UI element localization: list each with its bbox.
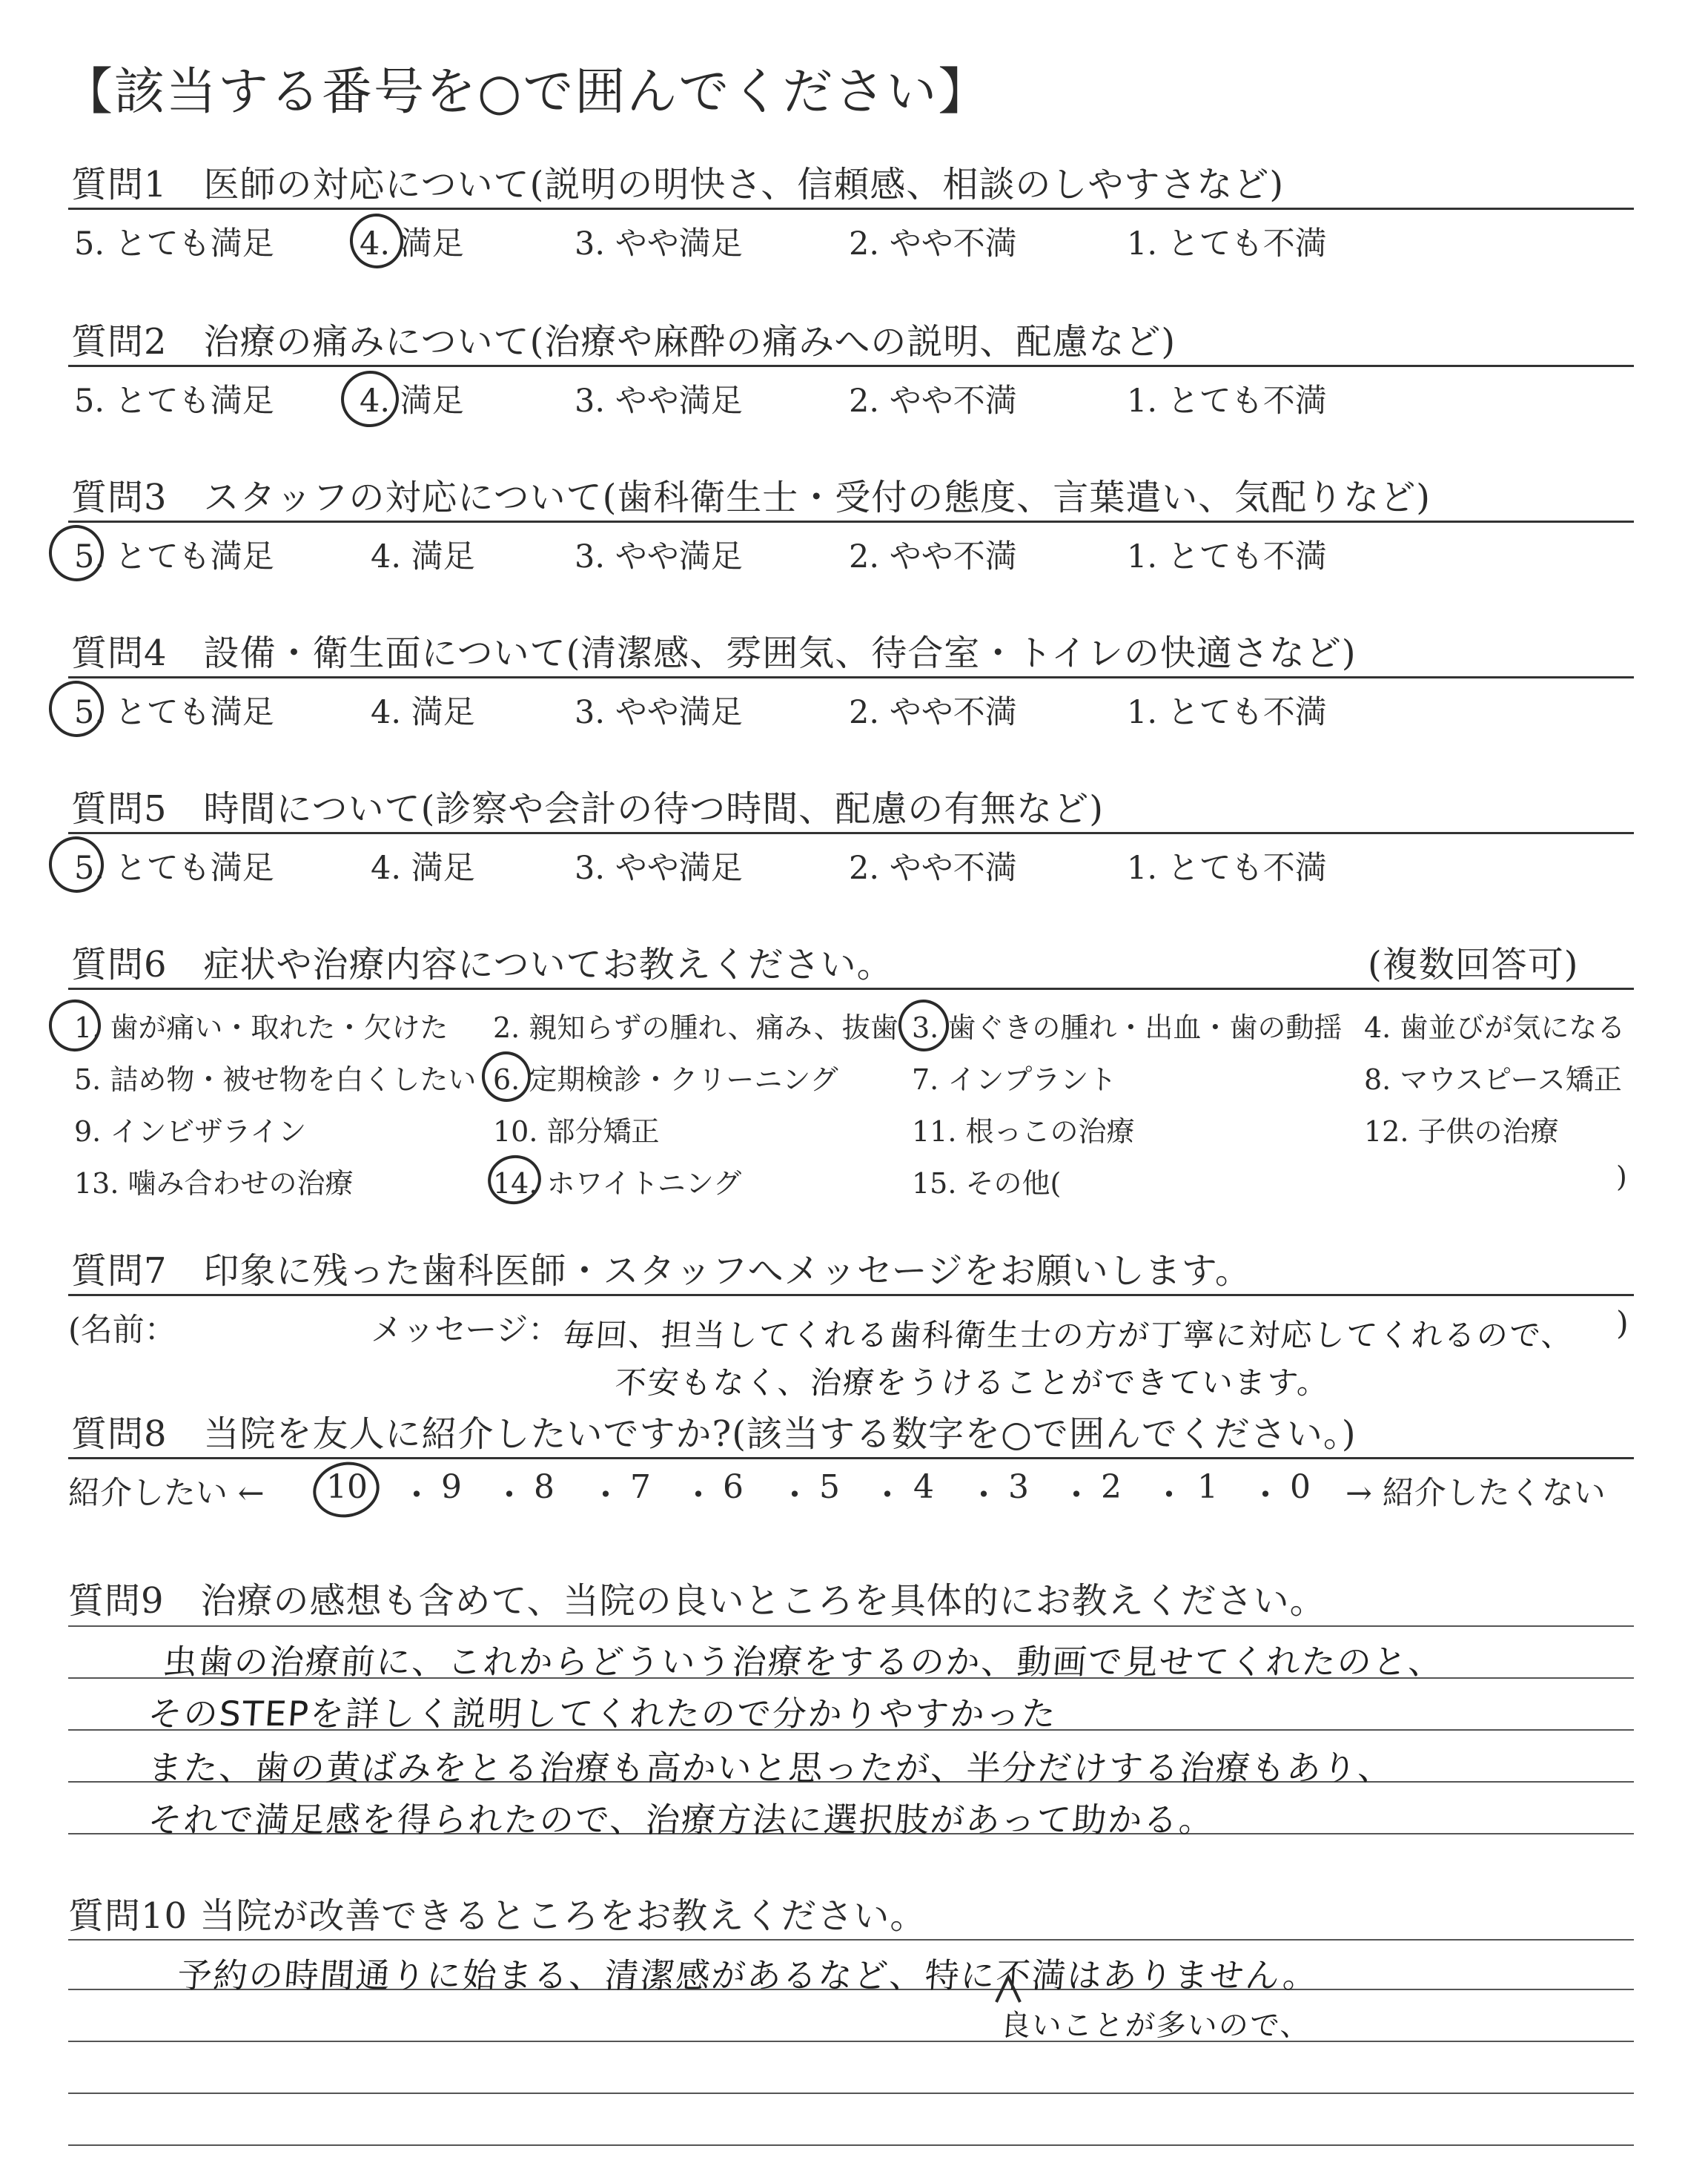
q6-opt-6[interactable]: 6. 定期検診・クリーニング [493,1063,838,1096]
q8-title: 質問8 当院を友人に紹介したいですか?(該当する数字を○で囲んでください。) [71,1413,1357,1455]
q6-opt-10[interactable]: 10. 部分矯正 [493,1115,660,1148]
q5-opt3[interactable]: 3. やや満足 [575,850,743,887]
q5-opt1[interactable]: 1. とても不満 [1127,850,1327,887]
q1-opt3[interactable]: 3. やや満足 [575,225,743,262]
q8-num-4[interactable]: 4 [913,1468,934,1506]
q6-opt-3[interactable]: 3. 歯ぐきの腫れ・出血・歯の動揺 [912,1011,1343,1044]
q8-dot: ・ [1060,1476,1093,1514]
q8-dot: ・ [682,1476,715,1514]
q8-dot: ・ [1153,1476,1185,1514]
q1-rule [68,208,1634,210]
q10-answer-insert[interactable]: 良いことが多いので、 [999,2009,1313,2043]
q9-answer-line-3[interactable]: また、歯の黄ばみをとる治療も高かいと思ったが、半分だけする治療もあり、 [146,1748,1395,1788]
q4-opt1[interactable]: 1. とても不満 [1127,694,1327,731]
q8-dot: ・ [871,1476,904,1514]
q8-left-label: 紹介したい ← [68,1475,265,1512]
q8-num-9[interactable]: 9 [441,1468,462,1506]
q6-opt-11[interactable]: 11. 根っこの治療 [912,1115,1135,1148]
q3-opt1[interactable]: 1. とても不満 [1127,538,1327,575]
form-header: 【該当する番号を○で囲んでください】 [62,63,990,122]
q9-writing-line [68,1625,1634,1627]
caret-insert-mark-icon [993,1972,1023,2006]
q8-num-0[interactable]: 0 [1290,1468,1311,1506]
q6-opt-15[interactable]: 15. その他( [912,1167,1062,1200]
q1-title: 質問1 医師の対応について(説明の明快さ、信頼感、相談のしやすさなど) [71,164,1285,205]
q3-opt3[interactable]: 3. やや満足 [575,538,743,575]
q3-opt2[interactable]: 2. やや不満 [849,538,1017,575]
q6-opt-2[interactable]: 2. 親知らずの腫れ、痛み、抜歯 [493,1011,898,1044]
q8-num-2[interactable]: 2 [1101,1468,1122,1506]
q7-message-line-1[interactable]: 毎回、担当してくれる歯科衛生士の方が丁寧に対応してくれるので、 [562,1317,1575,1353]
q8-num-7[interactable]: 7 [630,1468,651,1506]
q10-writing-line [68,2144,1634,2146]
q9-title: 質問9 治療の感想も含めて、当院の良いところを具体的にお教えください。 [68,1580,1326,1622]
q6-selection-circle-1 [44,994,105,1056]
q5-opt4[interactable]: 4. 満足 [371,850,475,887]
q2-opt1[interactable]: 1. とても不満 [1127,383,1327,420]
q8-dot: ・ [1249,1476,1282,1514]
q6-title: 質問6 症状や治療内容についてお教えください。 [71,944,893,985]
q6-opt-4[interactable]: 4. 歯並びが気になる [1364,1011,1626,1044]
q3-rule [68,521,1634,523]
q7-name-label: (名前： [68,1312,176,1349]
q7-message-label: メッセージ： [371,1312,560,1349]
q8-dot: ・ [967,1476,1000,1514]
q1-opt4[interactable]: 4. 満足 [360,225,464,262]
q5-title: 質問5 時間について(診察や会計の待つ時間、配慮の有無など) [71,788,1105,830]
q6-opt-8[interactable]: 8. マウスピース矯正 [1364,1063,1622,1096]
q10-title: 質問10 当院が改善できるところをお教えください。 [68,1895,927,1937]
q10-answer-line-1[interactable]: 予約の時間通りに始まる、清潔感があるなど、特に不満はありません。 [176,1955,1320,1995]
q1-opt2[interactable]: 2. やや不満 [849,225,1017,262]
q6-opt-15-close: ) [1616,1160,1627,1193]
q10-writing-line [68,2093,1634,2094]
q3-opt4[interactable]: 4. 満足 [371,538,475,575]
q10-writing-line [68,2041,1634,2042]
q8-right-label: → 紹介したくない [1345,1475,1606,1512]
q6-opt-1[interactable]: 1. 歯が痛い・取れた・欠けた [74,1011,448,1044]
q5-rule [68,832,1634,834]
q8-num-6[interactable]: 6 [723,1468,744,1506]
q4-opt2[interactable]: 2. やや不満 [849,694,1017,731]
q8-num-1[interactable]: 1 [1197,1468,1218,1506]
q8-selection-circle [308,1456,384,1523]
q2-opt3[interactable]: 3. やや満足 [575,383,743,420]
q7-rule [68,1294,1634,1296]
q6-opt-7[interactable]: 7. インプラント [912,1063,1117,1096]
q3-opt5[interactable]: 5. とても満足 [74,538,274,575]
q8-num-5[interactable]: 5 [819,1468,840,1506]
q6-opt-13[interactable]: 13. 噛み合わせの治療 [74,1167,354,1200]
q2-opt2[interactable]: 2. やや不満 [849,383,1017,420]
q7-close-paren: ) [1616,1305,1629,1342]
q8-rule [68,1457,1634,1459]
q5-opt5[interactable]: 5. とても満足 [74,850,274,887]
q9-answer-line-1[interactable]: 虫歯の治療前に、これからどういう治療をするのか、動画で見せてくれたのと、 [161,1642,1446,1682]
q1-opt5[interactable]: 5. とても満足 [74,225,274,262]
q6-selection-circle-6 [477,1047,536,1106]
q10-writing-line [68,1939,1634,1941]
q6-opt-14[interactable]: 14. ホワイトニング [493,1167,742,1200]
q9-answer-line-2[interactable]: そのSTEPを詳しく説明してくれたので分かりやすかった [146,1694,1059,1734]
q6-opt-5[interactable]: 5. 詰め物・被せ物を白くしたい [74,1063,477,1096]
q7-title: 質問7 印象に残った歯科医師・スタッフへメッセージをお願いします。 [71,1250,1251,1292]
q8-num-3[interactable]: 3 [1008,1468,1029,1506]
q4-opt5[interactable]: 5. とても満足 [74,694,274,731]
q2-rule [68,365,1634,367]
q8-dot: ・ [493,1476,526,1514]
q2-opt4[interactable]: 4. 満足 [360,383,464,420]
q5-opt2[interactable]: 2. やや不満 [849,850,1017,887]
q2-title: 質問2 治療の痛みについて(治療や麻酔の痛みへの説明、配慮など) [71,321,1176,363]
q8-dot: ・ [400,1476,433,1514]
q8-dot: ・ [778,1476,811,1514]
q4-title: 質問4 設備・衛生面について(清潔感、雰囲気、待合室・トイレの快適さなど) [71,633,1357,674]
q3-title: 質問3 スタッフの対応について(歯科衛生士・受付の態度、言葉遣い、気配りなど) [71,477,1431,518]
q4-opt3[interactable]: 3. やや満足 [575,694,743,731]
q8-dot: ・ [589,1476,622,1514]
q7-message-line-2[interactable]: 不安もなく、治療をうけることができています。 [614,1364,1331,1401]
q2-opt5[interactable]: 5. とても満足 [74,383,274,420]
q4-opt4[interactable]: 4. 満足 [371,694,475,731]
q6-opt-9[interactable]: 9. インビザライン [74,1115,307,1148]
q1-opt1[interactable]: 1. とても不満 [1127,225,1327,262]
q9-answer-line-4[interactable]: それで満足感を得られたので、治療方法に選択肢があって助かる。 [146,1800,1217,1840]
q8-num-10[interactable]: 10 [326,1468,368,1506]
q6-opt-12[interactable]: 12. 子供の治療 [1364,1115,1559,1148]
q6-note: (複数回答可) [1368,944,1579,985]
q6-rule [68,988,1634,990]
q4-rule [68,676,1634,678]
q8-num-8[interactable]: 8 [534,1468,555,1506]
